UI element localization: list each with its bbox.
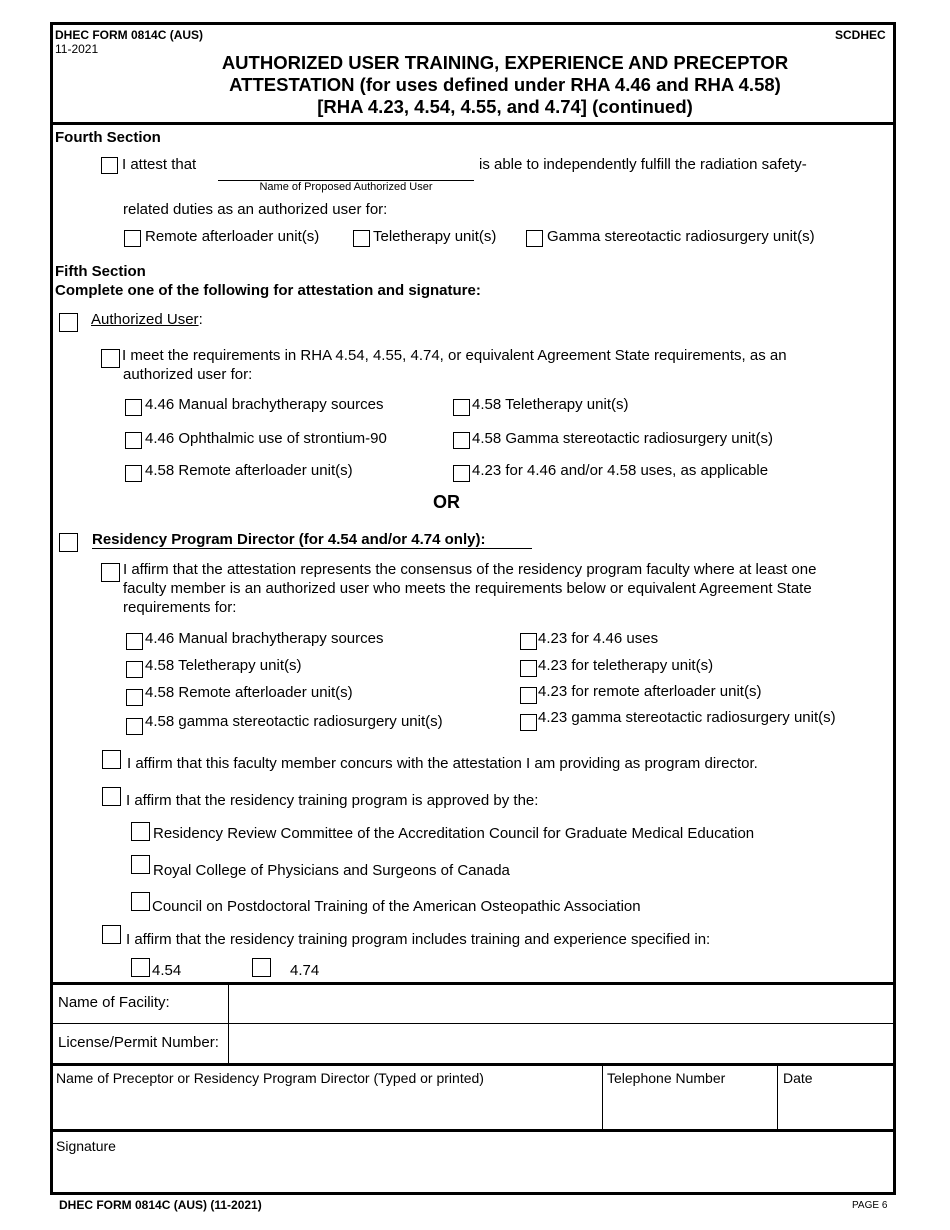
au-teletherapy-checkbox[interactable] [453, 399, 470, 416]
rpd-heading: Residency Program Director (for 4.54 and/or 4.74 only): [92, 531, 486, 548]
section-474-checkbox[interactable] [252, 958, 271, 977]
rrc-checkbox[interactable] [131, 822, 150, 841]
signature-label: Signature [56, 1138, 116, 1154]
attest-checkbox[interactable] [101, 157, 118, 174]
section-474-label: 4.74 [290, 962, 320, 979]
fields-divider [50, 982, 896, 985]
attest-suffix: is able to independently fulfill the radiation safety- [479, 156, 807, 173]
header-divider [50, 122, 896, 125]
telephone-column-divider [602, 1065, 603, 1129]
form-title-line1: AUTHORIZED USER TRAINING, EXPERIENCE AND PRECEPTOR [221, 52, 789, 73]
license-field[interactable] [236, 1026, 890, 1060]
au-remote-afterloader-checkbox[interactable] [125, 465, 142, 482]
includes-text: I affirm that the residency training program includes training and experience specified in: [126, 931, 711, 948]
au-teletherapy-label: 4.58 Teletherapy unit(s) [472, 396, 629, 413]
preceptor-name-label: Name of Preceptor or Residency Program Director (Typed or printed) [56, 1070, 484, 1086]
section-454-label: 4.54 [152, 962, 182, 979]
or-separator: OR [433, 492, 460, 512]
authorized-user-colon: : [198, 311, 203, 328]
teletherapy-checkbox[interactable] [353, 230, 370, 247]
page-number: PAGE 6 [852, 1200, 888, 1211]
rpd-affirm-line2: faculty member is an authorized user who meets the requirements below or equivalent Agreement State [123, 580, 812, 597]
au-gamma-label: 4.58 Gamma stereotactic radiosurgery unit(s) [472, 430, 773, 447]
attest-prefix: I attest that [122, 156, 197, 173]
rpd-remote-afterloader-checkbox[interactable] [126, 689, 143, 706]
rpd-affirm-line3: requirements for: [123, 599, 237, 616]
authorized-user-heading [91, 311, 203, 328]
rpd-423-gamma-checkbox[interactable] [520, 714, 537, 731]
au-ophthalmic-checkbox[interactable] [125, 432, 142, 449]
remote-afterloader-checkbox[interactable] [124, 230, 141, 247]
approved-text: I affirm that the residency training program is approved by the: [126, 792, 539, 809]
form-title-line3: [RHA 4.23, 4.54, 4.55, and 4.74] (continued) [317, 96, 693, 117]
remote-afterloader-label: Remote afterloader unit(s) [145, 228, 320, 245]
au-meet-checkbox[interactable] [101, 349, 120, 368]
approved-checkbox[interactable] [102, 787, 121, 806]
teletherapy-label: Teletherapy unit(s) [373, 228, 497, 245]
telephone-label: Telephone Number [607, 1070, 726, 1086]
authorized-user-label: Authorized User [91, 311, 199, 328]
council-checkbox[interactable] [131, 892, 150, 911]
rpd-423-gamma-label: 4.23 gamma stereotactic radiosurgery unit(s) [538, 709, 836, 726]
rpd-manual-brachy-label: 4.46 Manual brachytherapy sources [145, 630, 384, 647]
rpd-423-teletherapy-label: 4.23 for teletherapy unit(s) [538, 657, 714, 674]
royal-college-label: Royal College of Physicians and Surgeons of Canada [153, 862, 510, 879]
telephone-field[interactable] [607, 1090, 772, 1126]
rpd-gamma-checkbox[interactable] [126, 718, 143, 735]
rpd-teletherapy-label: 4.58 Teletherapy unit(s) [145, 657, 302, 674]
rpd-gamma-label: 4.58 gamma stereotactic radiosurgery unit(s) [145, 713, 443, 730]
form-date: 11-2021 [55, 42, 99, 56]
form-id: DHEC FORM 0814C (AUS) [55, 28, 204, 42]
rpd-remote-afterloader-label: 4.58 Remote afterloader unit(s) [145, 684, 353, 701]
footer-form-id: DHEC FORM 0814C (AUS) (11-2021) [59, 1198, 262, 1212]
fifth-section-heading: Fifth Section [55, 263, 146, 280]
date-field[interactable] [783, 1090, 888, 1126]
au-meet-line2: authorized user for: [123, 366, 253, 383]
facility-field[interactable] [236, 986, 890, 1020]
signature-row-divider [50, 1129, 896, 1132]
au-423-label: 4.23 for 4.46 and/or 4.58 uses, as applicable [472, 462, 769, 479]
au-gamma-checkbox[interactable] [453, 432, 470, 449]
license-label: License/Permit Number: [58, 1034, 219, 1051]
rpd-checkbox[interactable] [59, 533, 78, 552]
fourth-section-heading: Fourth Section [55, 129, 161, 146]
rpd-423-446-checkbox[interactable] [520, 633, 537, 650]
concur-text: I affirm that this faculty member concurs with the attestation I am providing as program director. [127, 755, 758, 772]
council-label: Council on Postdoctoral Training of the American Osteopathic Association [152, 898, 641, 915]
label-column-divider [228, 983, 229, 1065]
rpd-423-remote-checkbox[interactable] [520, 687, 537, 704]
agency: SCDHEC [835, 28, 886, 42]
au-ophthalmic-label: 4.46 Ophthalmic use of strontium-90 [145, 430, 387, 447]
rrc-label: Residency Review Committee of the Accreditation Council for Graduate Medical Education [153, 825, 755, 842]
rpd-423-remote-label: 4.23 for remote afterloader unit(s) [538, 683, 762, 700]
rpd-teletherapy-checkbox[interactable] [126, 661, 143, 678]
form-title-line2: ATTESTATION (for uses defined under RHA 4.46 and RHA 4.58) [229, 74, 781, 95]
rpd-affirm-line1: I affirm that the attestation represents the consensus of the residency program faculty where at least one [123, 561, 817, 578]
facility-label: Name of Facility: [58, 994, 170, 1011]
rpd-affirm-checkbox[interactable] [101, 563, 120, 582]
authorized-user-checkbox[interactable] [59, 313, 78, 332]
preceptor-name-field[interactable] [56, 1090, 596, 1126]
royal-college-checkbox[interactable] [131, 855, 150, 874]
au-remote-afterloader-label: 4.58 Remote afterloader unit(s) [145, 462, 353, 479]
fifth-section-subheading: Complete one of the following for attestation and signature: [55, 282, 481, 299]
date-label: Date [783, 1070, 813, 1086]
related-duties-text: related duties as an authorized user for: [123, 201, 388, 218]
facility-row-divider [50, 1023, 896, 1024]
rpd-manual-brachy-checkbox[interactable] [126, 633, 143, 650]
au-423-checkbox[interactable] [453, 465, 470, 482]
gamma-stereotactic-label: Gamma stereotactic radiosurgery unit(s) [547, 228, 815, 245]
concur-checkbox[interactable] [102, 750, 121, 769]
section-454-checkbox[interactable] [131, 958, 150, 977]
gamma-stereotactic-checkbox[interactable] [526, 230, 543, 247]
includes-checkbox[interactable] [102, 925, 121, 944]
rpd-heading-underline [92, 548, 532, 549]
signature-field[interactable] [56, 1156, 886, 1190]
au-manual-brachy-label: 4.46 Manual brachytherapy sources [145, 396, 384, 413]
date-column-divider [777, 1065, 778, 1129]
au-manual-brachy-checkbox[interactable] [125, 399, 142, 416]
au-meet-line1: I meet the requirements in RHA 4.54, 4.55, 4.74, or equivalent Agreement State requirements, as an [122, 347, 787, 364]
proposed-au-name-caption: Name of Proposed Authorized User [259, 181, 433, 193]
license-row-divider [50, 1063, 896, 1066]
rpd-423-446-label: 4.23 for 4.46 uses [538, 630, 659, 647]
rpd-423-teletherapy-checkbox[interactable] [520, 660, 537, 677]
